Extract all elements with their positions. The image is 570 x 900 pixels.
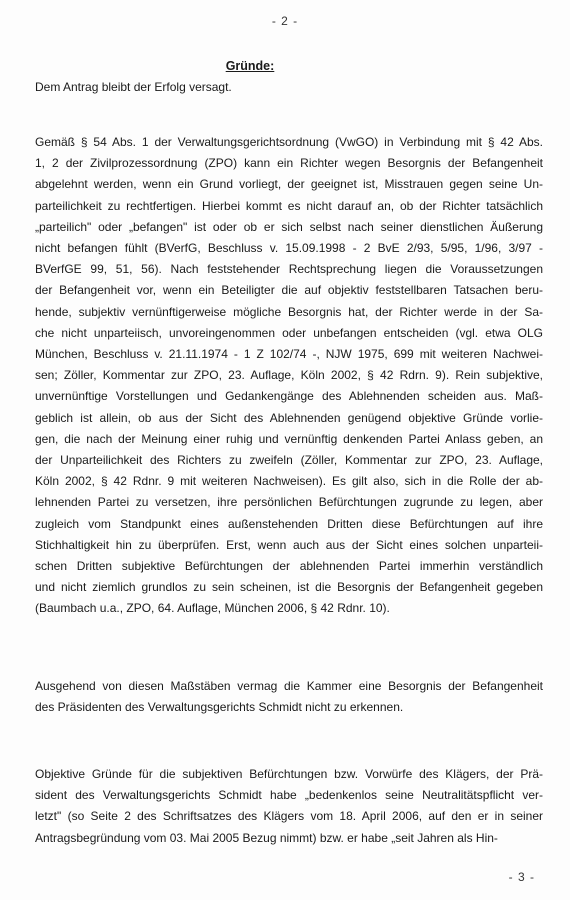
paragraph-objective-reasons: [35, 764, 543, 849]
paragraph-line: che nicht unparteiisch, unvoreingenommen oder unbefangen entscheiden (vgl. etwa OLG: [35, 325, 543, 340]
paragraph-line: der Unparteilichkeit des Richters zu zweifeln (Zöller, Kommentar zur ZPO, 23. Auflage,: [35, 453, 543, 468]
page-number-bottom: - 3 -: [508, 870, 535, 884]
paragraph-line: sen; Zöller, Kommentar zur ZPO, 23. Auflage, Köln 2002, § 42 Rdrn. 9). Rein subjektive,: [35, 368, 543, 383]
intro-sentence: Dem Antrag bleibt der Erfolg versagt.: [35, 80, 232, 94]
paragraph-line: der Befangenheit vor, wenn ein Beteiligter die auf objektiv feststellbaren Tatsachen beru-: [35, 283, 543, 298]
paragraph-line: Gemäß § 54 Abs. 1 der Verwaltungsgerichtsordnung (VwGO) in Verbindung mit § 42 Abs.: [35, 135, 543, 149]
paragraph-line: gen, die nach der Meinung einer ruhig und vernünftig denkenden Partei Anlass geben, an: [35, 431, 543, 446]
paragraph-line: parteilichkeit zu rechtfertigen. Hierbei kommt es nicht darauf an, ob der Richter tatsächlich: [35, 198, 543, 213]
paragraph-legal-standard: [35, 132, 543, 620]
paragraph-line: schen Dritten subjektive Befürchtungen der ablehnenden Partei immerhin verständlich: [35, 559, 543, 574]
paragraph-line: unvernünftige Vorstellungen und Gedankengänge des Ablehnenden scheiden aus. Maß-: [35, 389, 543, 404]
paragraph-line: lehnenden Partei zu versetzen, ihre persönlichen Befürchtungen zugrunde zu legen, aber: [35, 495, 543, 510]
paragraph-line: des Präsidenten des Verwaltungsgerichts Schmidt nicht zu erkennen.: [35, 700, 404, 715]
paragraph-line: und nicht ziemlich grundlos zu sein scheinen, ist die Besorgnis der Befangenheit gegeben: [35, 580, 543, 595]
paragraph-line: 1, 2 der Zivilprozessordnung (ZPO) kann ein Richter wegen Besorgnis der Befangenheit: [35, 156, 543, 171]
paragraph-line: letzt" (so Seite 2 des Schriftsatzes des Klägers vom 18. April 2006, auf den er in seiner: [35, 809, 543, 824]
paragraph-line: zugleich vom Standpunkt eines außenstehenden Dritten diese Befürchtungen auf ihre: [35, 516, 543, 531]
paragraph-line: nicht befangen fühlt (BVerfG, Beschluss v. 15.09.1998 - 2 BvE 2/93, 5/95, 1/96, 3/97 -: [35, 241, 543, 256]
paragraph-line: (Baumbach u.a., ZPO, 64. Auflage, München 2006, § 42 Rdnr. 10).: [35, 601, 390, 616]
paragraph-line: Antragsbegründung vom 03. Mai 2005 Bezug nimmt) bzw. er habe „seit Jahren als Hin-: [35, 830, 498, 845]
section-heading: Gründe:: [225, 59, 275, 73]
paragraph-line: Stichhaltigkeit hin zu überprüfen. Erst, wenn auch aus der Sicht eines solchen unparteii-: [35, 537, 543, 552]
paragraph-conclusion: [35, 676, 543, 718]
paragraph-line: Köln 2002, § 42 Rdnr. 9 mit weiteren Nachweisen). Es gilt also, sich in die Rolle der ab-: [35, 474, 543, 489]
paragraph-line: München, Beschluss v. 21.11.1974 - 1 Z 102/74 -, NJW 1975, 699 mit weiteren Nachwei-: [35, 347, 543, 362]
paragraph-line: BVerfGE 99, 51, 56). Nach feststehender Rechtsprechung liegen die Voraussetzungen: [35, 262, 543, 277]
paragraph-line: Ausgehend von diesen Maßstäben vermag die Kammer eine Besorgnis der Befangenheit: [35, 679, 543, 693]
paragraph-line: Objektive Gründe für die subjektiven Befürchtungen bzw. Vorwürfe des Klägers, der Prä-: [35, 767, 543, 781]
paragraph-line: hende, subjektiv vernünftigerweise mögliche Besorgnis hat, der Richter werde in der Sa-: [35, 304, 543, 319]
page-number-top: - 2 -: [271, 14, 299, 28]
paragraph-line: „parteilich" oder „befangen" ist oder ob er sich selbst nach seiner dienstlichen Äußerung: [35, 219, 543, 234]
paragraph-line: sident des Verwaltungsgerichts Schmidt habe „bedenkenlos seine Neutralitätspflicht ver-: [35, 788, 543, 803]
paragraph-line: geblich ist allein, ob aus der Sicht des Ablehnenden genügend objektive Gründe vorlie-: [35, 410, 543, 425]
paragraph-line: abgelehnt werden, wenn ein Grund vorliegt, der geeignet ist, Misstrauen gegen seine Un-: [35, 177, 543, 192]
